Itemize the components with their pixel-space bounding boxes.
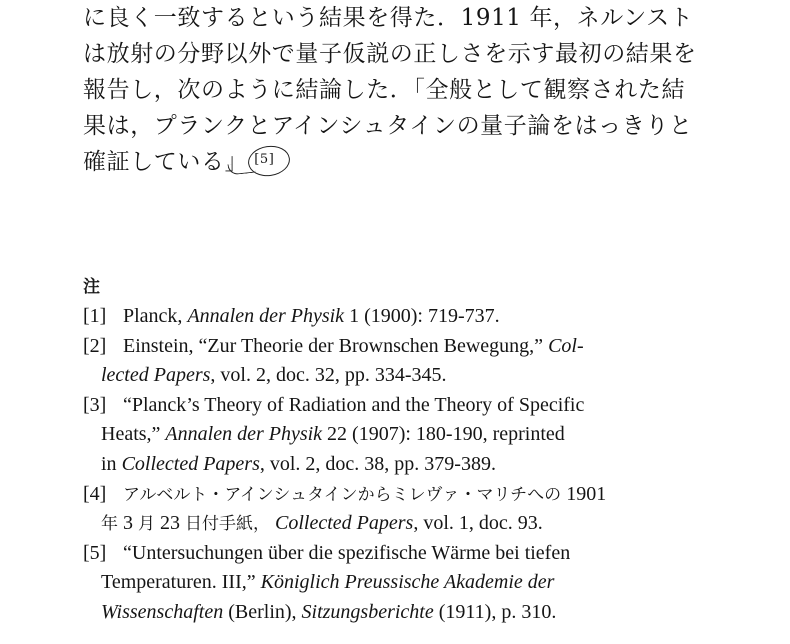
- note-text: アルベルト・アインシュタインからミレヴァ・マリチへの: [123, 484, 562, 505]
- body-line-last: [83, 144, 703, 180]
- note-line: [83, 568, 703, 598]
- note-text: Planck,: [123, 305, 188, 327]
- note-line: [83, 539, 703, 569]
- notes-list: [83, 302, 703, 628]
- note-text: 22 (1907): 180-190, reprinted: [322, 423, 565, 446]
- handwritten-circle-mark: [246, 143, 292, 179]
- note-italic-title: Collected Papers: [275, 512, 414, 535]
- note-line: [83, 509, 703, 539]
- note-line: [83, 420, 703, 450]
- note-text: “Untersuchungen über die spezifische Wärme bei tiefen: [123, 541, 571, 564]
- note-text: , vol. 2, doc. 38, pp. 379-389.: [259, 452, 496, 475]
- body-paragraph: [83, 0, 703, 180]
- body-line: 報告し，次のように結論した．「全般として観察された結: [83, 77, 686, 103]
- note-line: [83, 302, 703, 332]
- note-italic-title: Collected Papers: [121, 452, 260, 475]
- note-text: Heats,”: [101, 423, 166, 446]
- note-line: [83, 332, 703, 362]
- note-italic-title: Annalen der Physik: [165, 423, 323, 446]
- note-text: (Berlin),: [223, 600, 302, 623]
- note-number: [1]: [83, 305, 107, 327]
- note-text: 月: [138, 514, 155, 535]
- note-text: 23: [155, 512, 185, 535]
- note-number: [2]: [83, 334, 107, 357]
- note-text: Temperaturen. III,”: [101, 571, 261, 594]
- note-line: [83, 391, 703, 421]
- note-text: 1 (1900): 719-737.: [344, 305, 500, 327]
- body-line: に良く一致するという結果を得た．1911 年，ネルンスト: [83, 5, 694, 31]
- note-line: [83, 598, 703, 628]
- note-number: [3]: [83, 393, 107, 416]
- note-text: “Planck’s Theory of Radiation and the Theory of Specific: [123, 393, 585, 416]
- note-number: [5]: [83, 541, 107, 564]
- note-text: (1911), p. 310.: [433, 600, 557, 623]
- note-line: [83, 450, 703, 480]
- body-line: 果は，プランクとアインシュタインの量子論をはっきりと: [83, 113, 693, 139]
- note-text: in: [101, 452, 122, 475]
- notes-heading: 注: [83, 277, 100, 297]
- note-number: [4]: [83, 482, 107, 505]
- note-line: [83, 480, 703, 510]
- note-text: , vol. 2, doc. 32, pp. 334-345.: [210, 364, 447, 387]
- note-italic-title: lected Papers: [101, 364, 211, 387]
- note-italic-title: Wissenschaften: [101, 600, 224, 623]
- note-line: [83, 361, 703, 391]
- reference-marker-label: [5]: [254, 152, 275, 167]
- reference-marker: [254, 153, 274, 167]
- note-italic-title: Annalen der Physik: [187, 305, 345, 327]
- note-text: Einstein, “Zur Theorie der Brownschen Bewegung,”: [123, 334, 549, 357]
- note-italic-title: Königlich Preussische Akademie der: [260, 571, 555, 594]
- note-italic-title: Sitzungsberichte: [301, 600, 434, 623]
- body-line-text: 確証している」: [83, 149, 249, 175]
- body-line: は放射の分野以外で量子仮説の正しさを示す最初の結果を: [83, 41, 697, 67]
- note-text: 日付手紙，: [185, 514, 270, 535]
- note-text: 年: [101, 514, 118, 535]
- note-text: 3: [118, 512, 138, 535]
- note-text: , vol. 1, doc. 93.: [413, 512, 543, 535]
- note-text: 1901: [561, 482, 607, 505]
- note-italic-title: Col-: [548, 334, 584, 357]
